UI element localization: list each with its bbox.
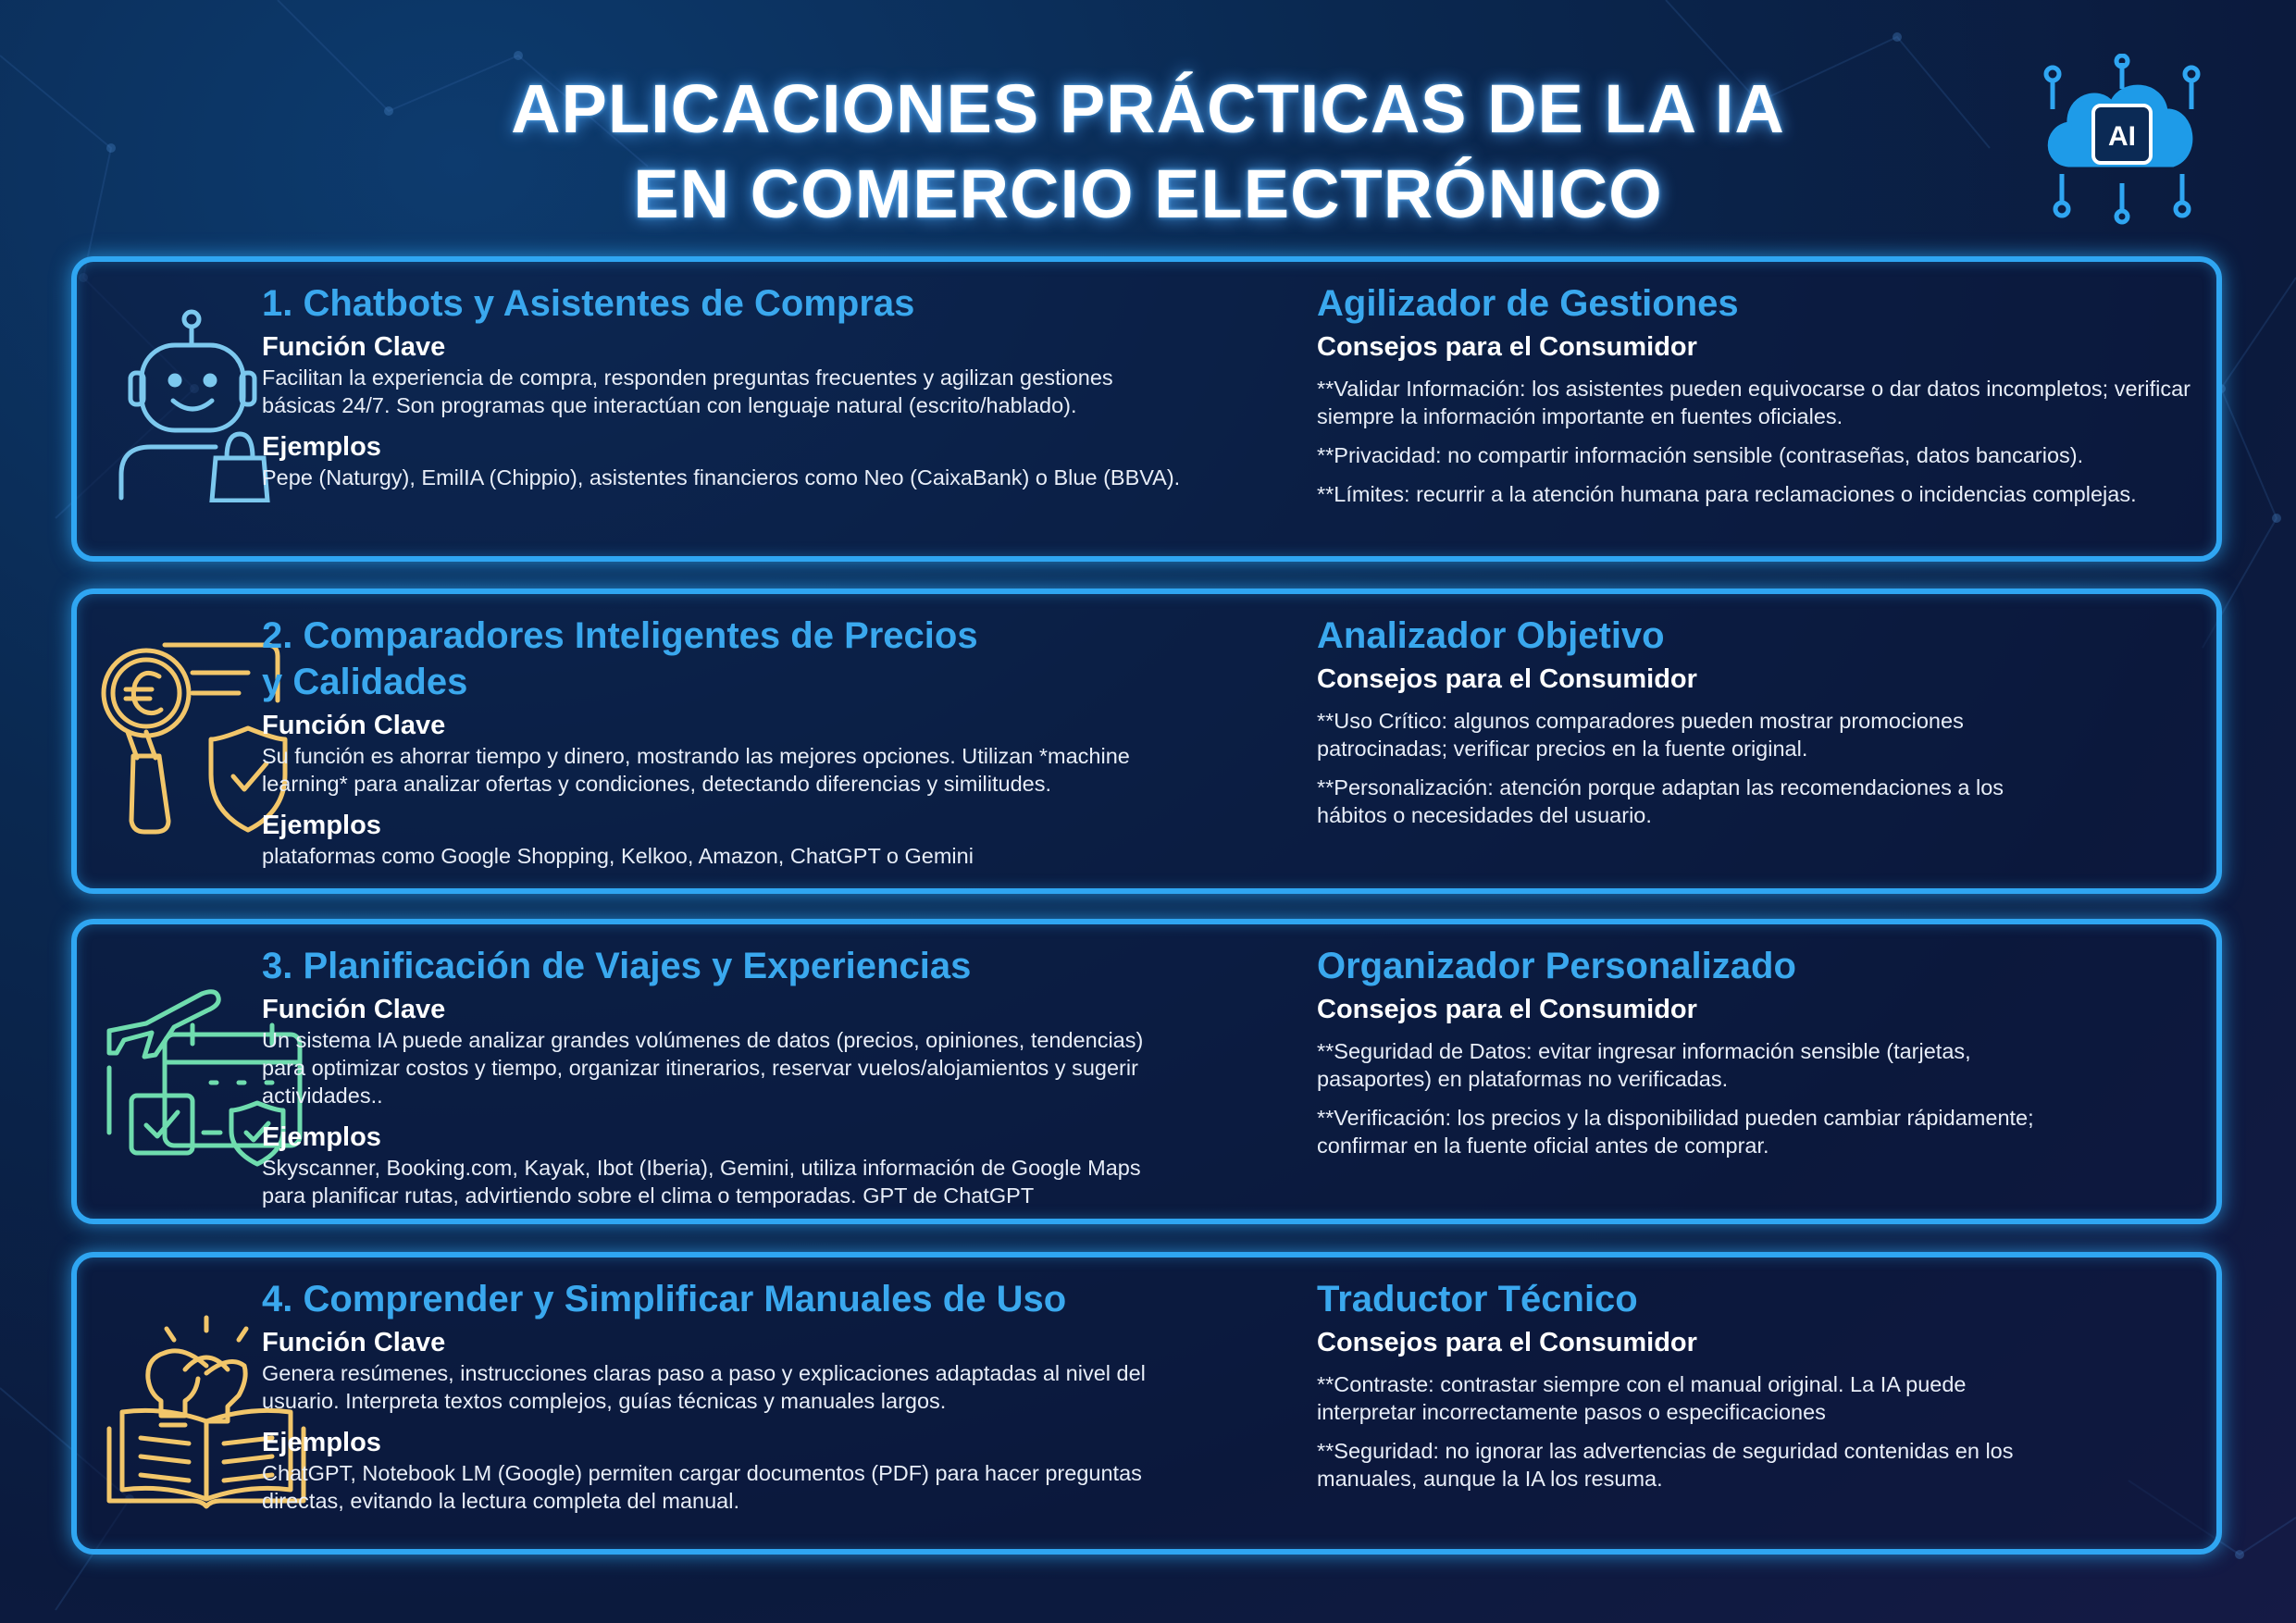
card-3-function-text: Un sistema IA puede analizar grandes volúmenes de datos (precios, opiniones, tendencias) para optimizar costos y tiempo, organizar itinerarios, reservar vuelos/alojamientos y sugerir actividades.. (262, 1028, 1144, 1108)
card-3-role: Organizador Personalizado (1317, 946, 1796, 986)
card-4-tip-1: **Contraste: contrastar siempre con el manual original. La IA puede interpretar incorrectamente pasos o especificaciones (1317, 1372, 1967, 1424)
card-1-role: Agilizador de Gestiones (1317, 283, 1739, 324)
card-2-function-label: Función Clave (262, 711, 446, 740)
card-2-tip-2: **Personalización: atención porque adaptan las recomendaciones a los hábitos o necesidades del usuario. (1317, 775, 2004, 827)
card-4-function-text: Genera resúmenes, instrucciones claras paso a paso y explicaciones adaptadas al nivel del usuario. Interpreta textos complejos, guías técnicas y manuales largos. (262, 1361, 1146, 1413)
card-1-tip-2: **Privacidad: no compartir información sensible (contraseñas, datos bancarios). (1317, 443, 2084, 467)
card-2-function-text: Su función es ahorrar tiempo y dinero, mostrando las mejores opciones. Utilizan *machine learning* para analizar ofertas y condiciones, detectando diferencias y similitudes. (262, 744, 1130, 796)
title-line-2: EN COMERCIO ELECTRÓNICO (633, 155, 1663, 232)
card-3-examples-text: Skyscanner, Booking.com, Kayak, Ibot (Iberia), Gemini, utiliza información de Google Maps para planificar rutas, advirtiendo sobre el clima o temporadas. GPT de ChatGPT (262, 1156, 1141, 1208)
card-4-function-label: Función Clave (262, 1328, 446, 1357)
card-2-tips-label: Consejos para el Consumidor (1317, 664, 1697, 694)
card-4-examples-text: ChatGPT, Notebook LM (Google) permiten cargar documentos (PDF) para hacer preguntas directas, evitando la lectura completa del manual. (262, 1461, 1142, 1513)
card-4-examples-label: Ejemplos (262, 1428, 381, 1457)
card-3-function-label: Función Clave (262, 995, 446, 1024)
card-manuales (71, 1252, 2222, 1555)
robot-shopping-icon (114, 308, 271, 502)
page-title (0, 67, 2296, 237)
card-4-tips-label: Consejos para el Consumidor (1317, 1328, 1697, 1357)
card-2-role: Analizador Objetivo (1317, 615, 1665, 656)
card-2-title-line-2: y Calidades (262, 662, 468, 702)
card-1-tips-label: Consejos para el Consumidor (1317, 332, 1697, 362)
card-1-function-label: Función Clave (262, 332, 446, 362)
card-2-title-line-1: 2. Comparadores Inteligentes de Precios (262, 615, 978, 656)
card-4-title: 4. Comprender y Simplificar Manuales de Uso (262, 1279, 1067, 1319)
ai-chip-cloud-icon (2034, 54, 2210, 229)
card-4-tip-2: **Seguridad: no ignorar las advertencias de seguridad contenidas en los manuales, aunque la IA los resuma. (1317, 1439, 2014, 1491)
card-3-tip-2: **Verificación: los precios y la disponibilidad pueden cambiar rápidamente; confirmar en la fuente oficial antes de comprar. (1317, 1106, 2034, 1158)
ai-logo-text: AI (2108, 121, 2136, 152)
card-1-tip-1: **Validar Información: los asistentes pueden equivocarse o dar datos incompletos; verificar siempre la información importante en fuentes oficiales. (1317, 377, 2191, 428)
card-3-tips-label: Consejos para el Consumidor (1317, 995, 1697, 1024)
title-line-1: APLICACIONES PRÁCTICAS DE LA IA (511, 70, 1785, 147)
card-viajes (71, 919, 2222, 1224)
card-4-role: Traductor Técnico (1317, 1279, 1638, 1319)
card-1-tip-3: **Límites: recurrir a la atención humana para reclamaciones o incidencias complejas. (1317, 482, 2137, 506)
card-3-tip-1: **Seguridad de Datos: evitar ingresar información sensible (tarjetas, pasaportes) en plataformas no verificadas. (1317, 1039, 1971, 1091)
card-comparadores (71, 588, 2222, 894)
card-chatbots (71, 256, 2222, 562)
card-1-function-text: Facilitan la experiencia de compra, responden preguntas frecuentes y agilizan gestiones básicas 24/7. Son programas que interactúan con lenguaje natural (escrito/hablado). (262, 365, 1113, 417)
card-2-examples-label: Ejemplos (262, 811, 381, 840)
card-1-examples-text: Pepe (Naturgy), EmilIA (Chippio), asistentes financieros como Neo (CaixaBank) o Blue (BBVA). (262, 465, 1181, 489)
card-2-examples-text: plataformas como Google Shopping, Kelkoo, Amazon, ChatGPT o Gemini (262, 844, 974, 868)
card-1-title: 1. Chatbots y Asistentes de Compras (262, 283, 915, 324)
card-3-examples-label: Ejemplos (262, 1122, 381, 1152)
card-3-title: 3. Planificación de Viajes y Experiencias (262, 946, 972, 986)
card-2-tip-1: **Uso Crítico: algunos comparadores pueden mostrar promociones patrocinadas; verificar precios en la fuente original. (1317, 709, 1964, 761)
card-1-examples-label: Ejemplos (262, 432, 381, 462)
